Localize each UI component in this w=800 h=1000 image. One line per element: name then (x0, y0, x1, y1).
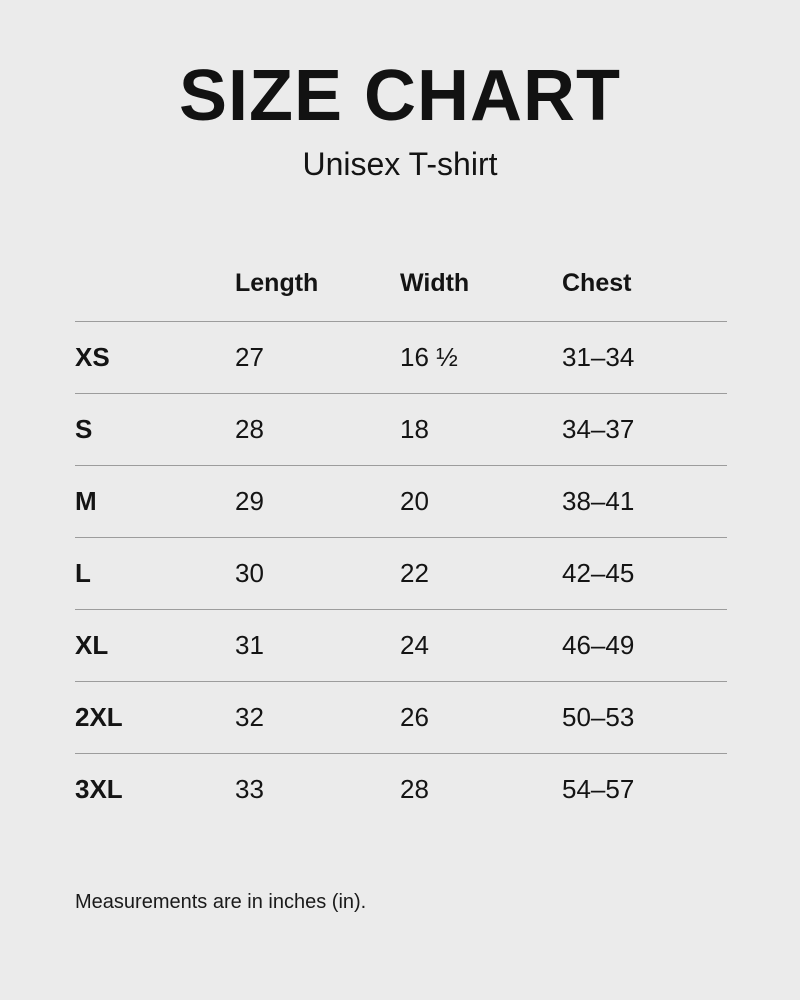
width-cell: 16 ½ (400, 342, 458, 372)
chest-cell: 50–53 (562, 702, 635, 732)
table-header-row (75, 245, 727, 321)
length-cell: 32 (235, 702, 264, 732)
table-row-2xl (75, 681, 727, 753)
length-cell: 28 (235, 414, 264, 444)
length-cell: 30 (235, 558, 264, 588)
chest-cell: 34–37 (562, 414, 635, 444)
chest-cell: 54–57 (562, 774, 635, 804)
length-cell: 29 (235, 486, 264, 516)
size-table (75, 245, 727, 825)
page-header (0, 0, 800, 183)
table-row-3xl (75, 753, 727, 825)
table-row-l (75, 537, 727, 609)
length-cell: 27 (235, 342, 264, 372)
footnote: Measurements are in inches (in). (75, 891, 367, 913)
width-cell: 28 (400, 774, 429, 804)
chest-cell: 46–49 (562, 630, 635, 660)
table-row-xl (75, 609, 727, 681)
column-header-length: Length (235, 268, 319, 297)
width-cell: 18 (400, 414, 429, 444)
chest-cell: 31–34 (562, 342, 635, 372)
column-header-width: Width (400, 268, 470, 297)
column-header-chest: Chest (562, 268, 632, 297)
width-cell: 22 (400, 558, 429, 588)
chest-cell: 38–41 (562, 486, 635, 516)
table-row-xs (75, 321, 727, 393)
size-cell: XL (75, 630, 109, 660)
size-cell: 3XL (75, 774, 123, 804)
size-cell: S (75, 414, 93, 444)
chest-cell: 42–45 (562, 558, 635, 588)
size-cell: L (75, 558, 91, 588)
page-subtitle: Unisex T-shirt (302, 146, 498, 182)
size-cell: M (75, 486, 97, 516)
table-row-m (75, 465, 727, 537)
page-title: SIZE CHART (179, 56, 621, 136)
length-cell: 31 (235, 630, 264, 660)
length-cell: 33 (235, 774, 264, 804)
size-cell: XS (75, 342, 110, 372)
width-cell: 20 (400, 486, 429, 516)
width-cell: 24 (400, 630, 429, 660)
size-cell: 2XL (75, 702, 123, 732)
width-cell: 26 (400, 702, 429, 732)
table-row-s (75, 393, 727, 465)
